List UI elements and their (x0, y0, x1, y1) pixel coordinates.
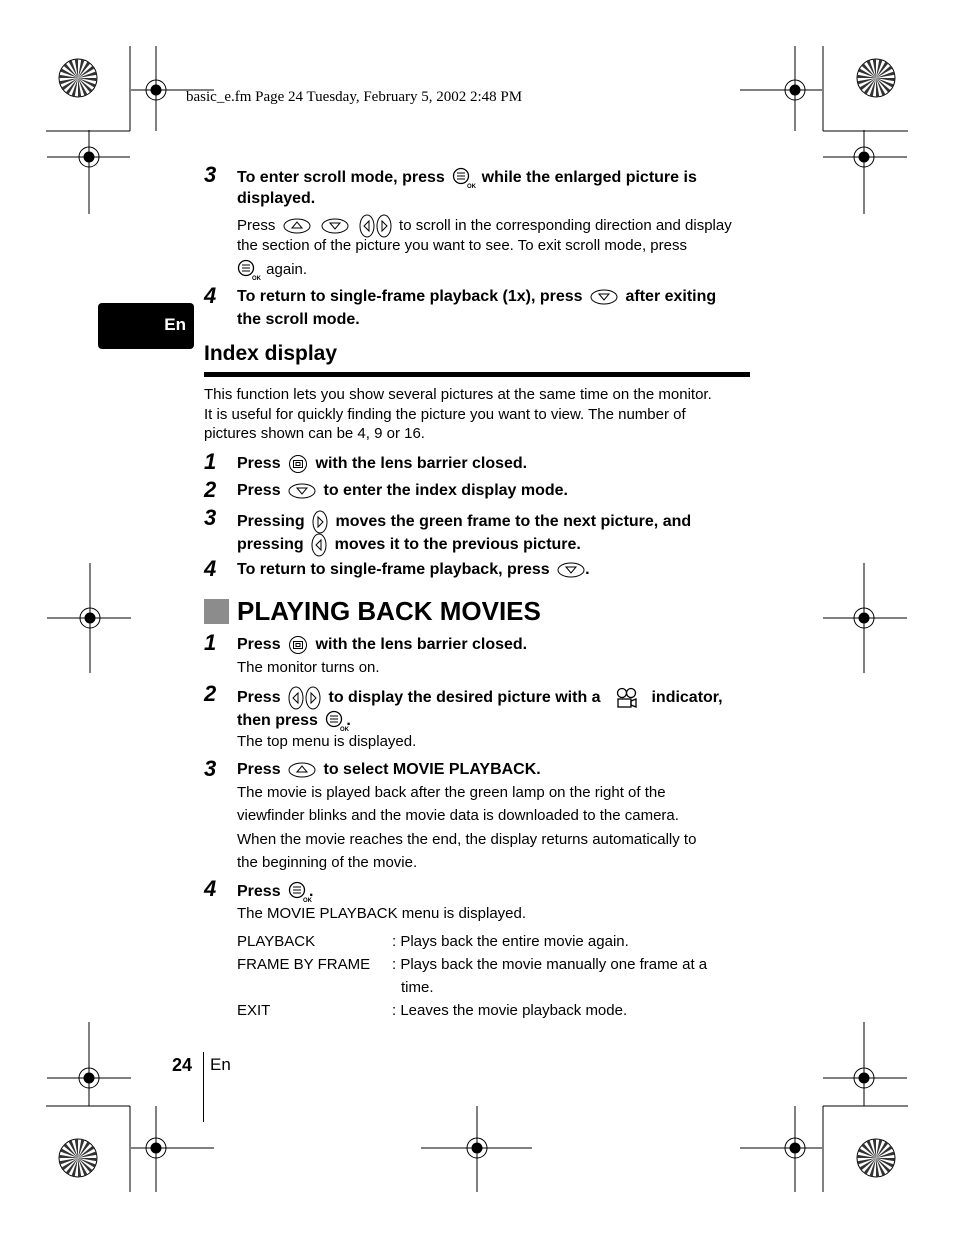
arrow-right-button-icon (376, 214, 392, 238)
footer-language: En (210, 1055, 231, 1074)
step-number: 2 (204, 477, 217, 502)
ok-menu-button-icon (325, 710, 350, 733)
menu-item-name: FRAME BY FRAME (237, 956, 371, 973)
step-number: 4 (204, 876, 217, 901)
step-body: The top menu is displayed. (237, 733, 417, 750)
step-number: 3 (204, 162, 217, 187)
section-heading: Index display (204, 342, 338, 365)
arrow-right-button-icon (305, 686, 321, 710)
ok-menu-button-icon (237, 259, 259, 281)
step-text: Press OK . (237, 881, 314, 903)
arrow-up-button-icon (283, 217, 311, 235)
intro-line: pictures shown can be 4, 9 or 16. (204, 425, 425, 442)
playback-button-icon (288, 635, 308, 655)
page-number: 24 (172, 1055, 193, 1075)
file-header: basic_e.fm Page 24 Tuesday, February 5, 2002 2:48 PM (186, 89, 523, 105)
svg-text:OK: OK (467, 184, 477, 190)
step-text: Press with the lens barrier closed. (237, 636, 528, 654)
step-number: 1 (204, 449, 217, 474)
step-number: 4 (204, 283, 217, 308)
arrow-down-button-icon (557, 561, 585, 579)
step-text: To return to single-frame playback, press . (237, 561, 590, 579)
menu-item-name: EXIT (237, 1002, 271, 1019)
step-text-cont: the scroll mode. (237, 311, 360, 328)
menu-item-desc-cont: time. (401, 979, 434, 996)
step-number: 4 (204, 556, 217, 581)
menu-item-desc: : Leaves the movie playback mode. (392, 1002, 628, 1019)
step-text-cont: then press OK . (237, 710, 351, 732)
step-text: To enter scroll mode, press OK while the enlarged picture is (237, 167, 697, 189)
step-text: Press to select MOVIE PLAYBACK. (237, 761, 541, 779)
step-text-cont: pressing moves it to the previous picture. (237, 533, 581, 557)
arrow-down-button-icon (590, 288, 618, 306)
intro-line: It is useful for quickly finding the picture you want to view. The number of (204, 406, 686, 423)
section-marker (204, 599, 229, 624)
arrow-left-button-icon (359, 214, 375, 238)
step-body: The monitor turns on. (237, 659, 380, 676)
arrow-left-button-icon (311, 533, 327, 557)
step-text: Pressing moves the green frame to the next picture, and (237, 510, 691, 534)
step-text: Press to enter the index display mode. (237, 482, 568, 500)
footer-divider (203, 1052, 204, 1122)
step-text: Press with the lens barrier closed. (237, 455, 528, 473)
menu-item-desc: : Plays back the entire movie again. (392, 933, 629, 950)
language-tab: En (98, 303, 194, 349)
arrow-up-button-icon (288, 761, 316, 779)
step-text-cont: displayed. (237, 190, 316, 207)
step-number: 3 (204, 505, 217, 530)
step-body: The movie is played back after the green lamp on the right of the (237, 784, 666, 801)
movie-camera-icon (613, 687, 639, 709)
step-body: The MOVIE PLAYBACK menu is displayed. (237, 905, 527, 922)
step-body: When the movie reaches the end, the display returns automatically to (237, 831, 697, 848)
menu-item-desc: : Plays back the movie manually one frame at a (392, 956, 708, 973)
arrow-left-button-icon (288, 686, 304, 710)
step-text: Press to display the desired picture with a indicator, (237, 686, 723, 710)
svg-text:OK: OK (252, 276, 261, 282)
ok-menu-button-icon (288, 881, 313, 904)
svg-text:OK: OK (303, 898, 313, 904)
ok-menu-button-icon (452, 167, 477, 190)
step-body: the beginning of the movie. (237, 854, 418, 871)
step-text: To return to single-frame playback (1x), press after exiting (237, 288, 717, 306)
arrow-down-button-icon (321, 217, 349, 235)
menu-item-name: PLAYBACK (237, 933, 316, 950)
playback-button-icon (288, 454, 308, 474)
step-number: 3 (204, 756, 217, 781)
step-body: viewfinder blinks and the movie data is downloaded to the camera. (237, 807, 679, 824)
section-title: PLAYING BACK MOVIES (237, 596, 541, 626)
arrow-right-button-icon (312, 510, 328, 534)
step-body: Press to scroll in the corresponding direction and display (237, 214, 732, 238)
heading-rule (204, 372, 750, 377)
arrow-down-button-icon (288, 482, 316, 500)
intro-line: This function lets you show several pictures at the same time on the monitor. (204, 386, 712, 403)
step-body-cont: the section of the picture you want to see. To exit scroll mode, press (237, 237, 687, 254)
step-number: 1 (204, 630, 217, 655)
step-number: 2 (204, 681, 217, 706)
svg-text:OK: OK (340, 727, 350, 733)
step-body-cont: OK again. (237, 259, 307, 281)
